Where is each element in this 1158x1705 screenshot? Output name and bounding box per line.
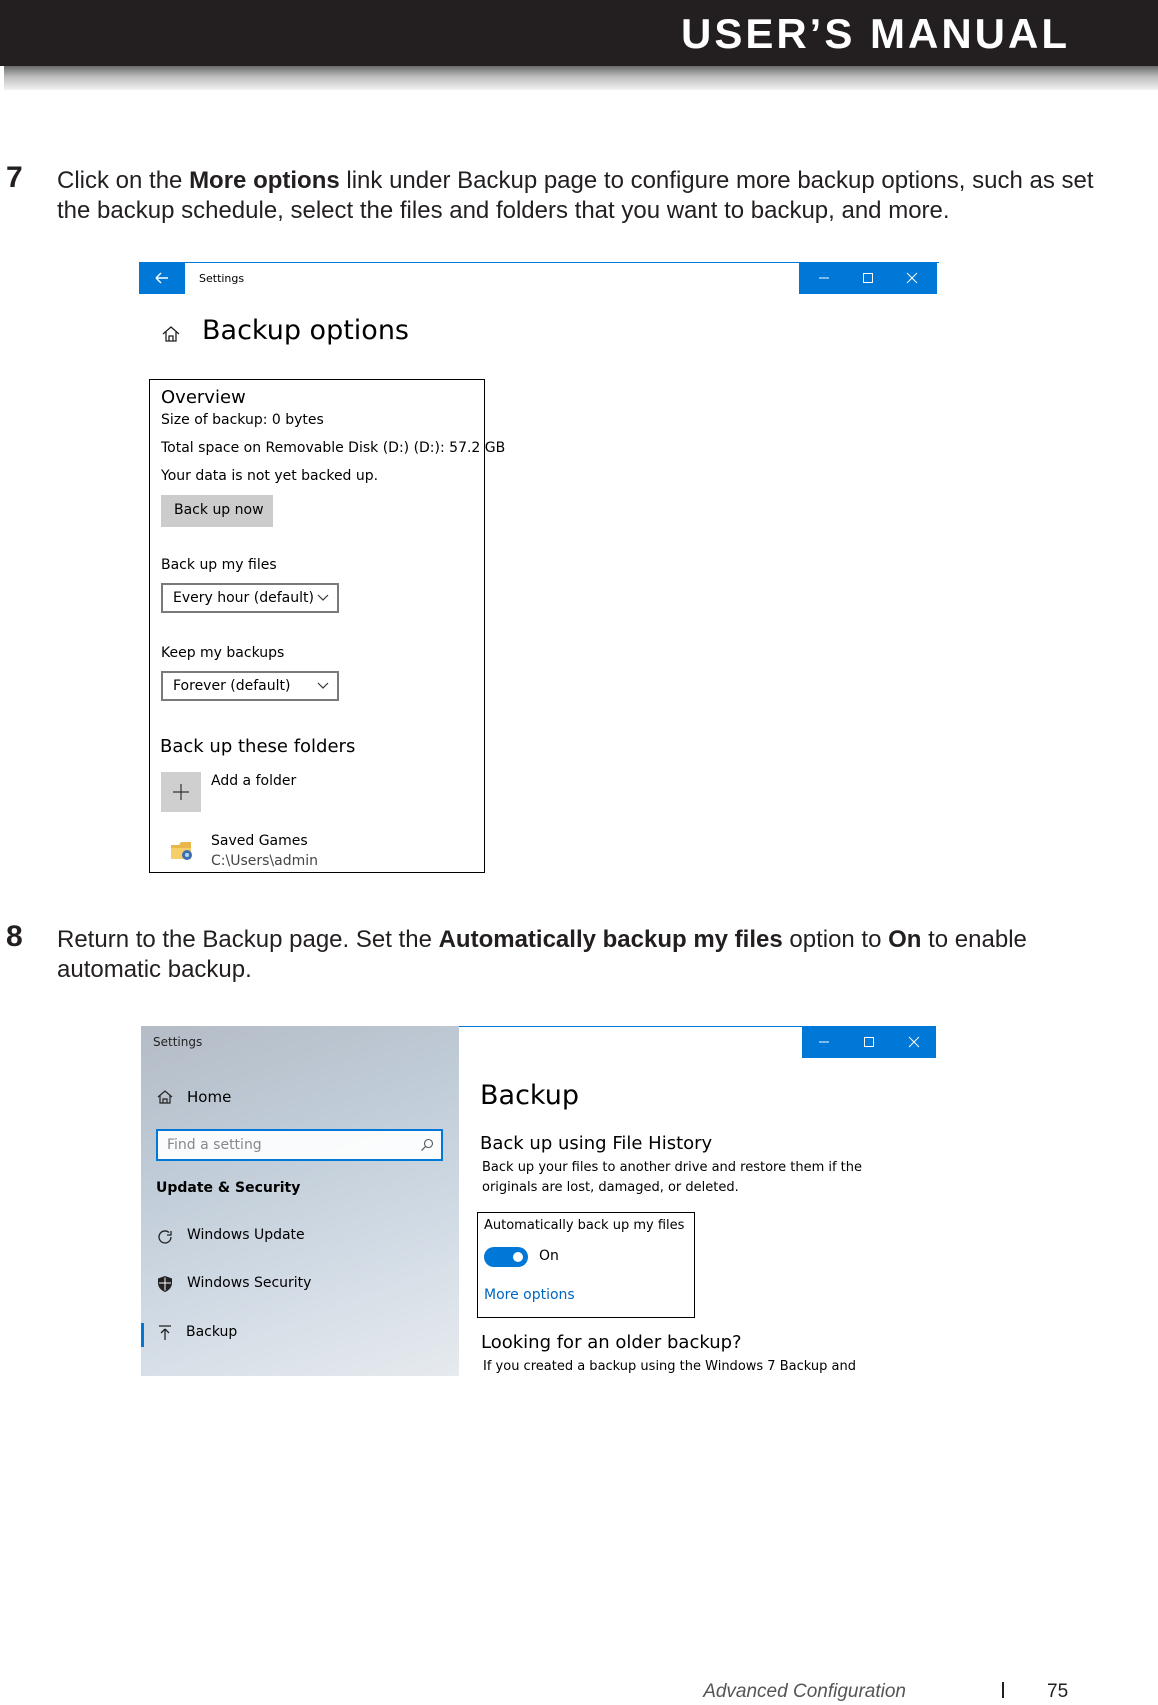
page-title: Backup options [202, 315, 409, 346]
maximize-icon [863, 1036, 875, 1048]
maximize-button[interactable] [847, 1026, 891, 1058]
plus-icon [161, 772, 201, 812]
minimize-button[interactable] [802, 1026, 846, 1058]
search-icon [420, 1138, 434, 1152]
window-controls [799, 262, 937, 294]
overview-heading: Overview [161, 387, 246, 408]
footer-section: Advanced Configuration [703, 1681, 906, 1702]
back-up-now-button[interactable] [161, 495, 273, 527]
window-controls [802, 1026, 936, 1058]
add-folder-label[interactable]: Add a folder [211, 773, 297, 789]
total-space: Total space on Removable Disk (D:) (D:): 57.2 GB [161, 440, 506, 456]
sidebar-section-title: Update & Security [156, 1180, 301, 1196]
back-arrow-icon [139, 262, 185, 294]
more-options-link[interactable]: More options [484, 1287, 575, 1303]
close-icon [908, 1036, 920, 1048]
file-history-desc-2: originals are lost, damaged, or deleted. [482, 1180, 739, 1195]
older-backup-desc: If you created a backup using the Windows 7 Backup and [483, 1359, 856, 1374]
home-icon [156, 1088, 174, 1106]
folder-item-name[interactable]: Saved Games [211, 833, 308, 849]
backup-arrow-icon [156, 1324, 174, 1342]
older-backup-heading: Looking for an older backup? [481, 1332, 742, 1353]
minimize-button[interactable] [802, 262, 846, 294]
footer-divider [1002, 1682, 1004, 1698]
header-bar [0, 0, 1158, 66]
step-8-text: Return to the Backup page. Set the Automatically backup my files option to On to enable automatic backup. [57, 926, 1027, 983]
refresh-icon [156, 1228, 174, 1246]
search-input[interactable] [156, 1129, 443, 1161]
backup-status: Your data is not yet backed up. [161, 468, 379, 484]
add-folder-button[interactable] [161, 772, 201, 812]
folder-item-path: C:\Users\admin [211, 853, 318, 869]
chevron-down-icon [317, 594, 329, 602]
backup-frequency-dropdown[interactable] [161, 583, 339, 613]
shield-icon [156, 1275, 174, 1293]
backup-size: Size of backup: 0 bytes [161, 412, 324, 428]
close-button[interactable] [892, 1026, 936, 1058]
sidebar-item-backup[interactable]: Backup [186, 1324, 238, 1340]
file-history-heading: Back up using File History [480, 1133, 713, 1154]
maximize-button[interactable] [846, 262, 890, 294]
auto-backup-toggle[interactable] [484, 1247, 528, 1267]
close-icon [906, 272, 918, 284]
step-7-number: 7 [6, 161, 23, 194]
window-title: Settings [199, 272, 245, 285]
toggle-state-label: On [539, 1248, 559, 1264]
manual-title: USER’S MANUAL [680, 10, 1070, 57]
close-button[interactable] [890, 262, 934, 294]
backup-frequency-label: Back up my files [161, 557, 277, 573]
chevron-down-icon [317, 682, 329, 690]
file-history-desc-1: Back up your files to another drive and restore them if the [482, 1160, 863, 1175]
sidebar-item-windows-security[interactable]: Windows Security [187, 1275, 312, 1291]
keep-backups-dropdown[interactable] [161, 671, 339, 701]
keep-backups-label: Keep my backups [161, 645, 285, 661]
main-content [459, 1026, 936, 1376]
minimize-icon [818, 272, 830, 284]
sidebar-item-windows-update[interactable]: Windows Update [187, 1227, 305, 1243]
folder-icon [169, 837, 197, 865]
back-up-now-label: Back up now [174, 502, 264, 518]
backup-frequency-value: Every hour (default) [173, 590, 314, 606]
step-8-number: 8 [6, 920, 23, 953]
keep-backups-value: Forever (default) [173, 678, 291, 694]
toggle-knob [513, 1252, 523, 1262]
backup-page-screenshot [141, 1026, 936, 1376]
header-shadow [4, 66, 1158, 90]
step-7-text: Click on the More options link under Backup page to configure more backup options, such as set the backup schedule, select the files and folders that you want to backup, and more. [57, 167, 1094, 224]
backup-options-screenshot [139, 262, 937, 876]
search-placeholder: Find a setting [167, 1137, 262, 1153]
folders-heading: Back up these folders [160, 736, 356, 757]
minimize-icon [818, 1036, 830, 1048]
auto-backup-label: Automatically back up my files [484, 1218, 685, 1233]
page-number: 75 [1047, 1681, 1069, 1702]
sidebar-item-home[interactable]: Home [187, 1088, 232, 1106]
home-icon [161, 324, 181, 344]
maximize-icon [862, 272, 874, 284]
backup-page-title: Backup [480, 1080, 579, 1111]
sidebar-window-title: Settings [153, 1035, 203, 1049]
selected-indicator [141, 1323, 144, 1347]
back-button[interactable] [139, 262, 185, 294]
